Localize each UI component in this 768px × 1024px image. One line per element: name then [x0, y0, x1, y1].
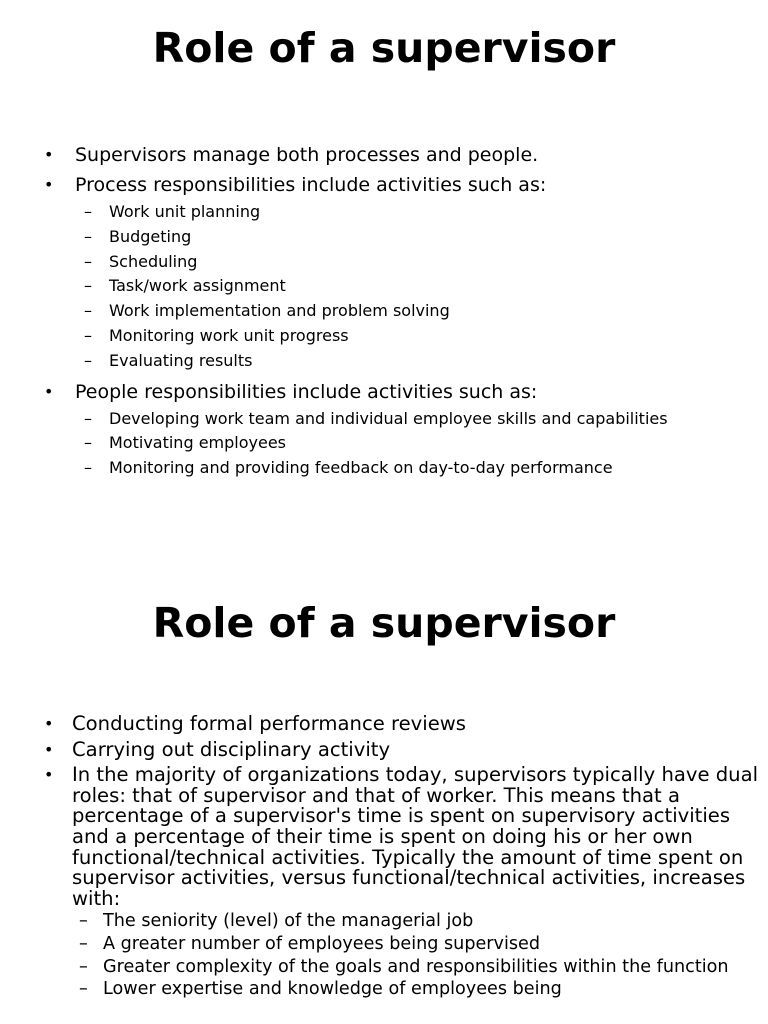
dash-icon: –: [79, 911, 88, 932]
sub-item-text: Work unit planning: [109, 202, 261, 221]
bullet-text: Conducting formal performance reviews: [72, 712, 467, 735]
slide-2: [0, 512, 768, 1024]
bullet-item: [0, 140, 768, 170]
bullet-item: [0, 377, 768, 481]
sub-item-text: Lower expertise and knowledge of employees being: [103, 979, 562, 1000]
sub-item: [0, 274, 768, 299]
bullet-icon: •: [44, 145, 54, 164]
bullet-icon: •: [44, 175, 54, 194]
dash-icon: –: [84, 350, 92, 370]
sub-item-text: Motivating employees: [109, 433, 286, 453]
people-sub-list: [75, 407, 768, 481]
sub-item-text: A greater number of employees being supervised: [103, 933, 541, 954]
bullet-icon: •: [44, 714, 54, 733]
bullet-text: Process responsibilities include activities such as:: [75, 174, 547, 196]
sub-item: [0, 934, 768, 955]
bullet-text: In the majority of organizations today, supervisors typically have dual roles: that of supervisor and that of worker. This means that a percentage of a supervisor's time is spent on supervisory activities and a percentage of their time is spent on doing his or her own functional/technical activities. Typically the amount of time spent on supervisor activities, versus functional/technical activities, increases with:: [72, 763, 759, 910]
bullet-text: People responsibilities include activities such as:: [75, 380, 538, 403]
slide-1-title: Role of a supervisor: [152, 24, 616, 72]
bullet-item: [0, 714, 768, 735]
dash-icon: –: [84, 251, 92, 271]
sub-item: [0, 456, 768, 481]
sub-item: [0, 431, 768, 456]
sub-item-text: Evaluating results: [109, 350, 253, 370]
sub-item: [0, 349, 768, 374]
dash-icon: –: [84, 325, 92, 345]
slide-2-bullet-list: [0, 714, 768, 1005]
sub-item: [0, 957, 768, 978]
dual-roles-sub-list: [72, 911, 768, 999]
bullet-icon: •: [44, 739, 54, 759]
sub-item: [0, 250, 768, 275]
dash-icon: –: [84, 202, 92, 221]
dash-icon: –: [79, 979, 88, 1000]
dash-icon: –: [84, 408, 92, 428]
dash-icon: –: [79, 933, 88, 954]
sub-item: [0, 407, 768, 432]
sub-item: [0, 911, 768, 932]
dash-icon: –: [84, 458, 92, 478]
slide-2-title: Role of a supervisor: [152, 599, 616, 647]
sub-item-text: Work implementation and problem solving: [109, 301, 450, 321]
sub-item: [0, 200, 768, 225]
sub-item-text: Budgeting: [109, 226, 192, 246]
sub-item-text: The seniority (level) of the managerial job: [103, 911, 474, 932]
sub-item: [0, 299, 768, 324]
sub-item-text: Developing work team and individual employee skills and capabilities: [109, 408, 668, 428]
dash-icon: –: [79, 956, 88, 977]
dash-icon: –: [84, 276, 92, 296]
sub-item: [0, 324, 768, 349]
bullet-text: Carrying out disciplinary activity: [72, 737, 391, 761]
slide-1-bullet-list: [0, 140, 768, 484]
sub-item-text: Scheduling: [109, 251, 198, 271]
bullet-item: [0, 737, 768, 761]
bullet-item: [0, 170, 768, 374]
sub-item: [0, 225, 768, 250]
bullet-item: [0, 765, 768, 1000]
process-sub-list: [75, 200, 768, 374]
bullet-icon: •: [44, 381, 54, 401]
dash-icon: –: [84, 226, 92, 246]
sub-item-text: Monitoring and providing feedback on day-to-day performance: [109, 458, 613, 478]
dash-icon: –: [84, 433, 92, 453]
bullet-text: Supervisors manage both processes and people.: [75, 144, 539, 166]
sub-item: [0, 979, 768, 1000]
bullet-icon: •: [44, 765, 54, 785]
sub-item-text: Task/work assignment: [109, 276, 286, 296]
sub-item-text: Greater complexity of the goals and responsibilities within the function: [103, 956, 729, 977]
dash-icon: –: [84, 301, 92, 321]
sub-item-text: Monitoring work unit progress: [109, 325, 349, 345]
